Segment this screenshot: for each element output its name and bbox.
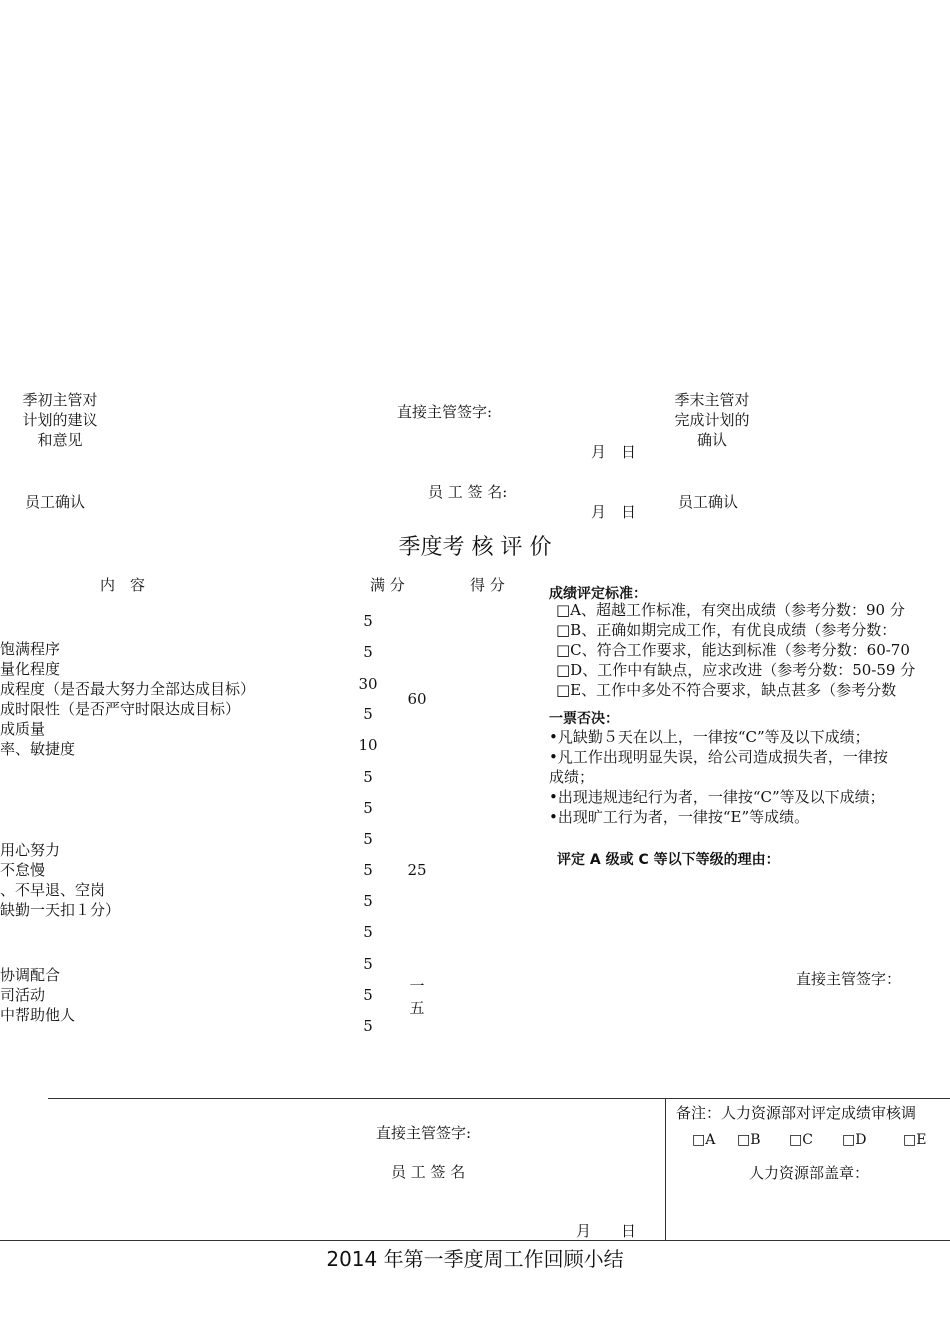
list-item: 中帮助他人 <box>0 1006 76 1024</box>
list-item: 成绩； <box>549 768 595 786</box>
full-score: 5 <box>363 768 373 786</box>
header-full-score: 满 分 <box>370 576 405 594</box>
group-total: 五 <box>409 999 425 1017</box>
group-total: 60 <box>407 690 427 708</box>
footer-title: 2014 年第一季度周工作回顾小结 <box>326 1247 624 1271</box>
full-score: 5 <box>363 612 373 630</box>
standards-title: 成绩评定标准： <box>549 586 647 602</box>
initial-opinion-label: 季初主管对 计划的建议 和意见 <box>22 391 98 449</box>
grade-option-e: □E <box>903 1132 927 1148</box>
group-total: 一 <box>409 977 425 995</box>
grade-option-b: □B <box>737 1132 761 1148</box>
list-item: 饱满程序 <box>0 640 61 658</box>
bottom-employee-signature: 员 工 签 名 <box>391 1163 466 1181</box>
grade-a: □A、超越工作标准，有突出成绩（参考分数：90 分 <box>556 601 905 619</box>
grade-option-d: □D <box>842 1132 867 1148</box>
group3-items <box>0 965 75 1025</box>
list-item: 司活动 <box>0 986 46 1004</box>
grade-list <box>556 600 950 700</box>
full-score: 5 <box>363 986 373 1004</box>
full-score: 5 <box>363 799 373 817</box>
list-item: 、不早退、空岗 <box>0 881 106 899</box>
list-item: •凡工作出现明显失误，给公司造成损失者，一律按 <box>549 748 888 766</box>
group1-items <box>0 639 255 759</box>
group2-items <box>0 840 120 920</box>
full-score: 5 <box>363 955 373 973</box>
list-item: 不怠慢 <box>0 861 46 879</box>
full-score: 5 <box>363 643 373 661</box>
full-score: 5 <box>363 923 373 941</box>
table-bottom-border <box>0 1240 950 1241</box>
list-item: 缺勤一天扣１分） <box>0 901 121 919</box>
header-content: 内 容 <box>100 576 146 594</box>
list-item: 率、敏捷度 <box>0 740 76 758</box>
grade-e: □E、工作中多处不符合要求，缺点甚多（参考分数 <box>556 681 897 699</box>
supervisor-signature-label: 直接主管签字: <box>397 403 493 421</box>
employee-confirm-right: 员工确认 <box>678 493 739 511</box>
evaluation-title: 季度考 核 评 价 <box>398 535 552 560</box>
standards-supervisor-signature: 直接主管签字： <box>796 970 902 988</box>
list-item: •出现违规违纪行为者，一律按“C”等及以下成绩； <box>549 788 885 806</box>
grade-option-a: □A <box>692 1132 716 1148</box>
grade-b: □B、正确如期完成工作，有优良成绩（参考分数： <box>556 621 897 639</box>
list-item: 用心努力 <box>0 841 61 859</box>
hr-seal-label: 人力资源部盖章： <box>749 1164 870 1182</box>
grade-option-c: □C <box>789 1132 813 1148</box>
grade-d: □D、工作中有缺点，应求改进（参考分数：50-59 分 <box>556 661 916 679</box>
full-score: 10 <box>358 736 378 754</box>
veto-list <box>549 727 950 827</box>
employee-confirm-left: 员工确认 <box>25 493 86 511</box>
employee-signature-label: 员 工 签 名: <box>428 483 508 501</box>
list-item: 协调配合 <box>0 966 61 984</box>
full-score: 5 <box>363 1017 373 1035</box>
reason-label: 评定 A 级或 C 等以下等级的理由： <box>557 852 780 868</box>
list-item: 成质量 <box>0 720 46 738</box>
month-day-label: 月 日 <box>591 503 637 521</box>
list-item: •出现旷工行为者，一律按“E”等成绩。 <box>549 808 810 826</box>
veto-title: 一票否决： <box>549 711 619 727</box>
header-score: 得 分 <box>470 576 505 594</box>
full-score: 5 <box>363 861 373 879</box>
grade-c: □C、符合工作要求，能达到标准（参考分数：60-70 <box>556 641 910 659</box>
full-score: 5 <box>363 830 373 848</box>
table-top-border <box>48 1098 950 1099</box>
list-item: •凡缺勤５天在以上，一律按“C”等及以下成绩； <box>549 728 870 746</box>
month-day-label: 月 日 <box>591 443 637 461</box>
group-total: 25 <box>407 861 427 879</box>
bottom-month-day: 月 日 <box>576 1222 637 1240</box>
list-item: 成程度（是否最大努力全部达成目标） <box>0 680 256 698</box>
list-item: 成时限性（是否严守时限达成目标） <box>0 700 241 718</box>
table-divider <box>665 1098 666 1240</box>
full-score: 30 <box>358 675 378 693</box>
bottom-supervisor-signature: 直接主管签字: <box>376 1124 472 1142</box>
list-item: 量化程度 <box>0 660 61 678</box>
full-score: 5 <box>363 892 373 910</box>
final-confirm-label: 季末主管对 完成计划的 确认 <box>674 391 750 449</box>
remark: 备注：人力资源部对评定成绩审核调 <box>676 1104 917 1122</box>
full-score: 5 <box>363 705 373 723</box>
